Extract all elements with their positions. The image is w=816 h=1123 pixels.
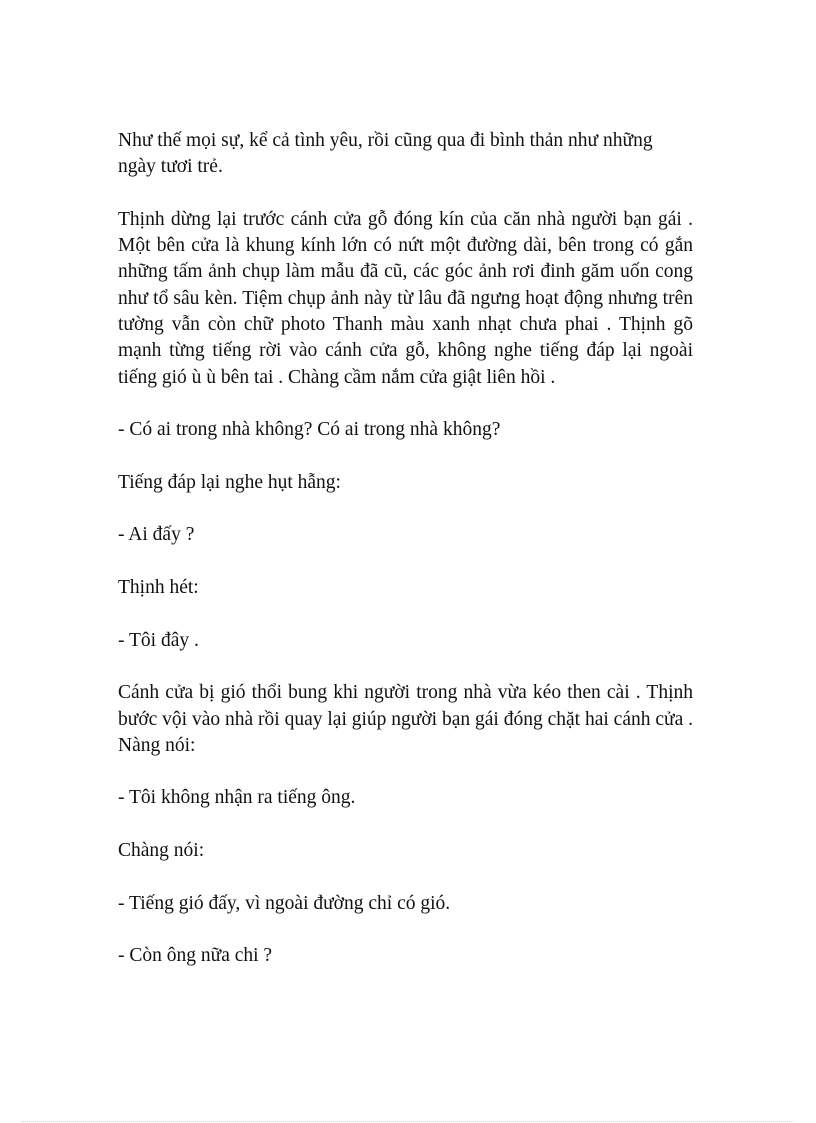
paragraph-1: Như thế mọi sự, kể cả tình yêu, rồi cũng qua đi bình thản như những ngày tươi trẻ.: [118, 130, 653, 178]
paragraph-3: - Có ai trong nhà không? Có ai trong nhà không?: [118, 419, 501, 441]
paragraph-9: - Tôi không nhận ra tiếng ông.: [118, 787, 356, 809]
paragraph-2: Thịnh dừng lại trước cánh cửa gỗ đóng kín của căn nhà người bạn gái . Một bên cửa là khung kính lớn có nứt một đường dài, bên trong có gắn những tấm ảnh chụp làm mẫu đã cũ, các góc ảnh rơi đinh găm uốn cong như tổ sâu kèn. Tiệm chụp ảnh này từ lâu đã ngưng hoạt động nhưng trên tường vẫn còn chữ photo Thanh màu xanh nhạt chưa phai . Thịnh gõ mạnh từng tiếng rời vào cánh cửa gỗ, không nghe tiếng đáp lại ngoài tiếng gió ù ù bên tai . Chàng cầm nắm cửa giật liên hồi .: [118, 208, 693, 388]
paragraph-11: - Tiếng gió đấy, vì ngoài đường chỉ có gió.: [118, 892, 451, 914]
paragraph-5: - Ai đấy ?: [118, 524, 195, 546]
paragraph-8: Cánh cửa bị gió thổi bung khi người trong nhà vừa kéo then cài . Thịnh bước vội vào nhà rồi quay lại giúp người bạn gái đóng chặt hai cánh cửa . Nàng nói:: [118, 682, 693, 756]
paragraph-6: Thịnh hét:: [118, 577, 199, 599]
paragraph-10: Chàng nói:: [118, 840, 205, 862]
page-bottom-divider: [22, 1121, 794, 1122]
paragraph-12: - Còn ông nữa chi ?: [118, 945, 273, 967]
paragraph-7: - Tôi đây .: [118, 629, 199, 651]
paragraph-4: Tiếng đáp lại nghe hụt hẫng:: [118, 471, 341, 493]
document-body: [118, 128, 693, 996]
